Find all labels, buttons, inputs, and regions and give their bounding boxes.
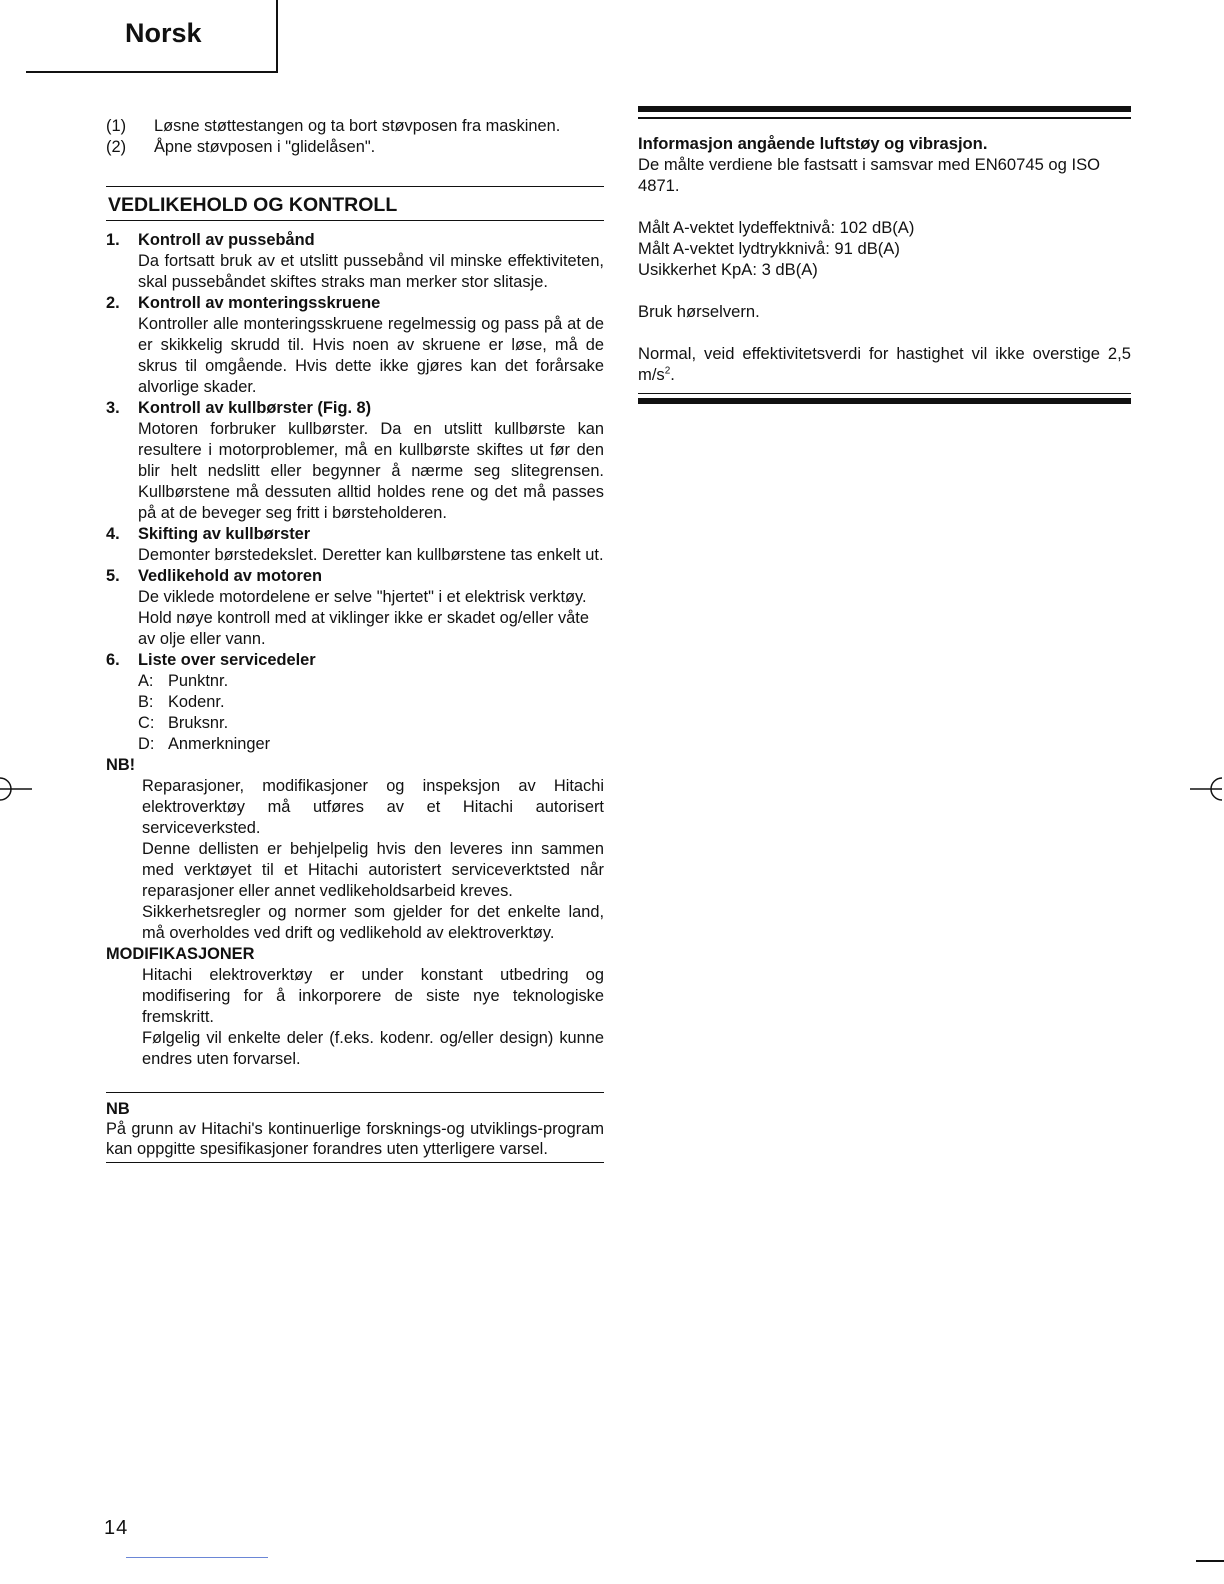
part-key: C: xyxy=(138,714,155,732)
right-column xyxy=(638,106,1131,404)
intro-item-number: (1) xyxy=(106,117,127,135)
nb-paragraph: Denne dellisten er behjelpelig hvis den leveres inn sammen med verktøyet til et Hitachi autoristert serviceverktsted når reparasjoner eller annet vedlikeholdsarbeid kreves. xyxy=(142,840,604,900)
part-value: Anmerkninger xyxy=(168,735,271,753)
item-text: Kontroller alle monteringsskruene regelmessig og pass på at de er skikkelig skrudd til. Hvis noen av skruene er løse, må de skrus til omgående. Hvis dette ikke gjøres kan det forårsake alvorlige skader. xyxy=(138,315,604,396)
list-item xyxy=(106,293,604,398)
item-number: 4. xyxy=(106,525,120,543)
part-key: D: xyxy=(138,735,155,753)
bottom-light-rule xyxy=(638,393,1131,395)
language-tab xyxy=(26,0,278,73)
item-title: Skifting av kullbørster xyxy=(138,525,311,543)
item-number: 3. xyxy=(106,399,120,417)
vibration-note: Normal, veid effektivitetsverdi for hastighet vil ikke overstige 2,5 $m/s^2$. xyxy=(638,343,1131,384)
maintenance-list xyxy=(106,230,604,755)
part-key: B: xyxy=(138,693,154,711)
part-value: Bruksnr. xyxy=(168,714,229,732)
service-part xyxy=(138,713,604,734)
registration-mark-left xyxy=(0,772,34,806)
part-value: Kodenr. xyxy=(168,693,225,711)
top-light-rule xyxy=(638,117,1131,119)
item-number: 1. xyxy=(106,231,120,249)
intro-item-text: Løsne støttestangen og ta bort støvposen fra maskinen. xyxy=(154,117,561,135)
item-number: 6. xyxy=(106,651,120,669)
service-parts-list xyxy=(138,671,604,755)
list-item xyxy=(106,524,604,566)
list-item xyxy=(106,650,604,755)
service-part xyxy=(138,671,604,692)
nb-notice-label: NB xyxy=(106,1100,130,1118)
item-title: Kontroll av monteringsskruene xyxy=(138,294,381,312)
intro-item xyxy=(106,137,604,158)
uncertainty: Usikkerhet KpA: 3 dB(A) xyxy=(638,259,818,279)
part-key: A: xyxy=(138,672,154,690)
item-text: De viklede motordelene er selve "hjertet" i et elektrisk verktøy. xyxy=(138,588,587,606)
language-label: Norsk xyxy=(125,18,202,48)
item-title: Kontroll av kullbørster (Fig. 8) xyxy=(138,399,372,417)
item-text-2: Hold nøye kontroll med at viklinger ikke er skadet og/eller våte av olje eller vann. xyxy=(138,609,589,648)
modifications-label: MODIFIKASJONER xyxy=(106,945,255,963)
item-title: Kontroll av pussebånd xyxy=(138,231,315,249)
list-item xyxy=(106,230,604,293)
hearing-protection-note: Bruk hørselvern. xyxy=(638,301,760,321)
sound-power-level: Målt A-vektet lydeffektnivå: 102 dB(A) xyxy=(638,217,915,237)
intro-list xyxy=(106,116,604,158)
bottom-divider xyxy=(126,1557,268,1558)
nb-notice-box xyxy=(106,1092,604,1163)
service-part xyxy=(138,734,604,755)
intro-item-text: Åpne støvposen i "glidelåsen". xyxy=(154,138,376,156)
item-title: Liste over servicedeler xyxy=(138,651,316,669)
section-title: VEDLIKEHOLD OG KONTROLL xyxy=(106,186,604,221)
part-value: Punktnr. xyxy=(168,672,229,690)
corner-mark xyxy=(1196,1560,1224,1562)
left-column xyxy=(106,116,604,1163)
intro-item-number: (2) xyxy=(106,138,127,156)
item-text: Motoren forbruker kullbørster. Da en utslitt kullbørste kan resultere i motorproblemer, må en kullbørste skiftes ut før den blir helt nedslitt eller begynner å nærme seg slitegrensen. Kullbørstene må dessuten alltid holdes rene og det må passes på at de beveger seg fritt i børsteholderen. xyxy=(138,420,604,522)
nb-paragraph: Sikkerhetsregler og normer som gjelder for det enkelte land, må overholdes ved drift og vedlikehold av elektroverktøy. xyxy=(142,903,604,942)
modifications-paragraph: Følgelig vil enkelte deler (f.eks. kodenr. og/eller design) kunne endres uten forvarsel. xyxy=(142,1029,604,1068)
nb-notice-text: På grunn av Hitachi's kontinuerlige forsknings-og utviklings-program kan oppgitte spesifikasjoner forandres uten ytterligere varsel. xyxy=(106,1120,604,1158)
list-item xyxy=(106,566,604,650)
service-part xyxy=(138,692,604,713)
modifications-paragraph: Hitachi elektroverktøy er under konstant utbedring og modifisering for å inkorporere de siste nye teknologiske fremskritt. xyxy=(142,966,604,1026)
noise-intro: De målte verdiene ble fastsatt i samsvar med EN60745 og ISO 4871. xyxy=(638,154,1101,195)
page-number: 14 xyxy=(104,1517,129,1539)
intro-item xyxy=(106,116,604,137)
item-number: 2. xyxy=(106,294,120,312)
sound-pressure-level: Målt A-vektet lydtrykknivå: 91 dB(A) xyxy=(638,238,900,258)
nb-paragraph: Reparasjoner, modifikasjoner og inspeksjon av Hitachi elektroverktøy må utføres av et Hitachi autorisert serviceverksted. xyxy=(142,777,604,837)
list-item xyxy=(106,398,604,524)
nb-label: NB! xyxy=(106,756,136,774)
item-text: Demonter børstedekslet. Deretter kan kullbørstene tas enkelt ut. xyxy=(138,546,604,564)
noise-vibration-title: Informasjon angående luftstøy og vibrasjon. xyxy=(638,133,988,153)
bottom-heavy-rule xyxy=(638,398,1131,404)
item-number: 5. xyxy=(106,567,120,585)
registration-mark-right xyxy=(1188,772,1222,806)
top-heavy-rule xyxy=(638,106,1131,112)
item-text: Da fortsatt bruk av et utslitt pussebånd vil minske effektiviteten, skal pussebåndet skiftes straks man merker stor slitasje. xyxy=(138,252,604,291)
item-title: Vedlikehold av motoren xyxy=(138,567,322,585)
